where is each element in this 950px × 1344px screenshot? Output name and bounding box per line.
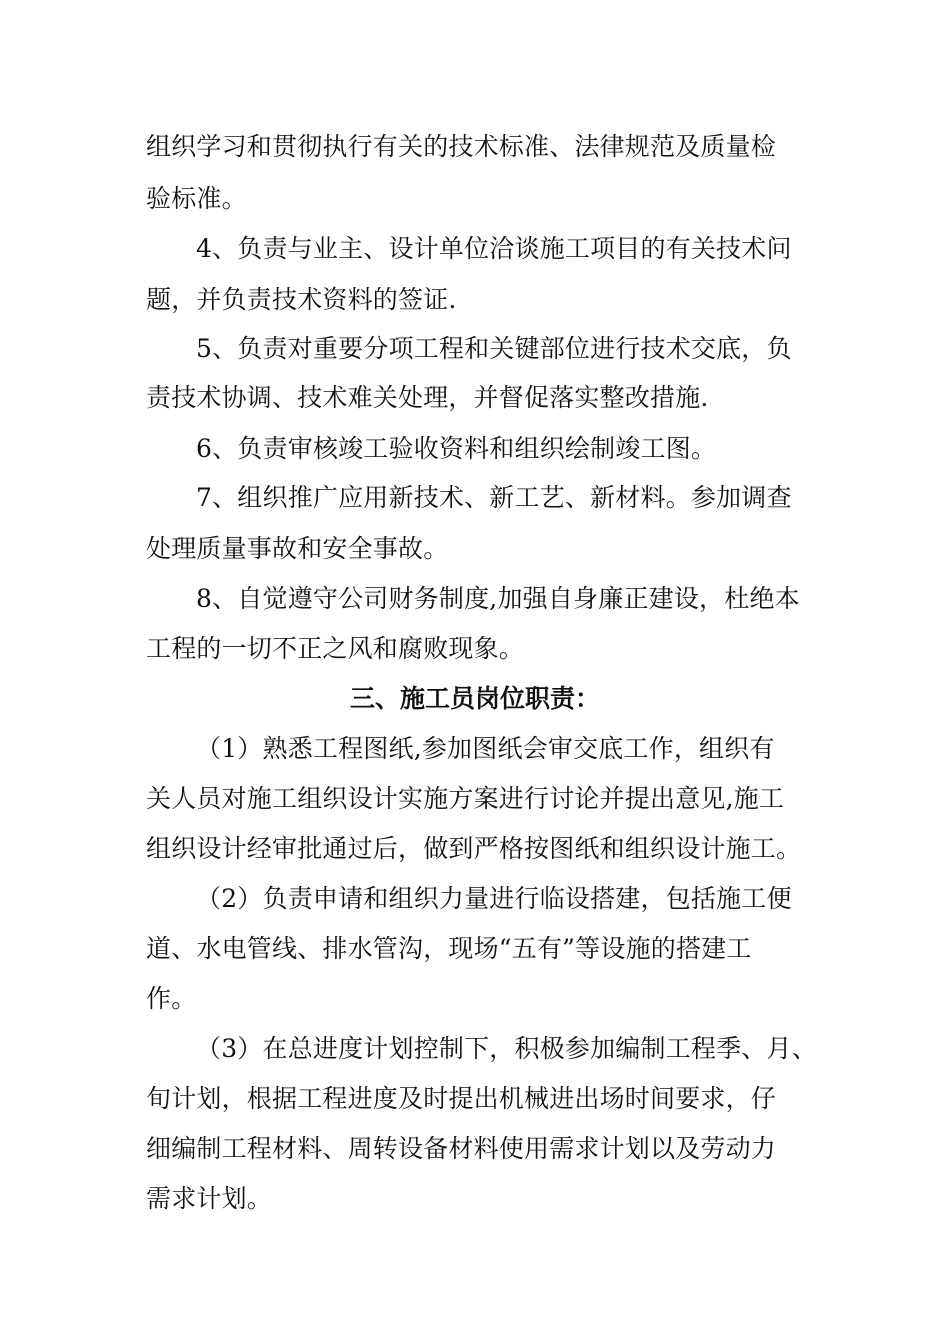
- section-heading: 三、施工员岗位职责：: [349, 684, 600, 713]
- paragraph-line: （1）熟悉工程图纸,参加图纸会审交底工作，组织有: [196, 734, 775, 763]
- paragraph-line: 旬计划，根据工程进度及时提出机械进出场时间要求，仔: [146, 1084, 777, 1113]
- paragraph-line: （2）负责申请和组织力量进行临设搭建，包括施工便: [196, 884, 792, 913]
- paragraph-line: 4、负责与业主、设计单位洽谈施工项目的有关技术问: [196, 234, 792, 263]
- paragraph-line: 组织设计经审批通过后，做到严格按图纸和组织设计施工。: [146, 834, 802, 863]
- paragraph-line: 作。: [146, 984, 197, 1013]
- paragraph-line: （3）在总进度计划控制下，积极参加编制工程季、月、: [196, 1034, 817, 1063]
- paragraph-line: 责技术协调、技术难关处理，并督促落实整改措施.: [146, 383, 709, 412]
- paragraph-line: 组织学习和贯彻执行有关的技术标准、法律规范及质量检: [146, 132, 777, 161]
- paragraph-line: 5、负责对重要分项工程和关键部位进行技术交底，负: [196, 334, 792, 363]
- paragraph-line: 8、自觉遵守公司财务制度,加强自身廉正建设，杜绝本: [196, 584, 800, 613]
- paragraph-line: 验标准。: [146, 184, 247, 213]
- paragraph-line: 工程的一切不正之风和腐败现象。: [146, 634, 525, 663]
- paragraph-line: 题，并负责技术资料的签证.: [146, 285, 457, 314]
- paragraph-line: 道、水电管线、排水管沟，现场“五有”等设施的搭建工: [146, 934, 752, 963]
- paragraph-line: 6、负责审核竣工验收资料和组织绘制竣工图。: [196, 434, 717, 463]
- paragraph-line: 7、组织推广应用新技术、新工艺、新材料。参加调查: [196, 483, 792, 512]
- paragraph-line: 关人员对施工组织设计实施方案进行讨论并提出意见,施工: [146, 784, 785, 813]
- paragraph-line: 细编制工程材料、周转设备材料使用需求计划以及劳动力: [146, 1134, 777, 1163]
- paragraph-line: 需求计划。: [146, 1184, 273, 1213]
- paragraph-line: 处理质量事故和安全事故。: [146, 534, 449, 563]
